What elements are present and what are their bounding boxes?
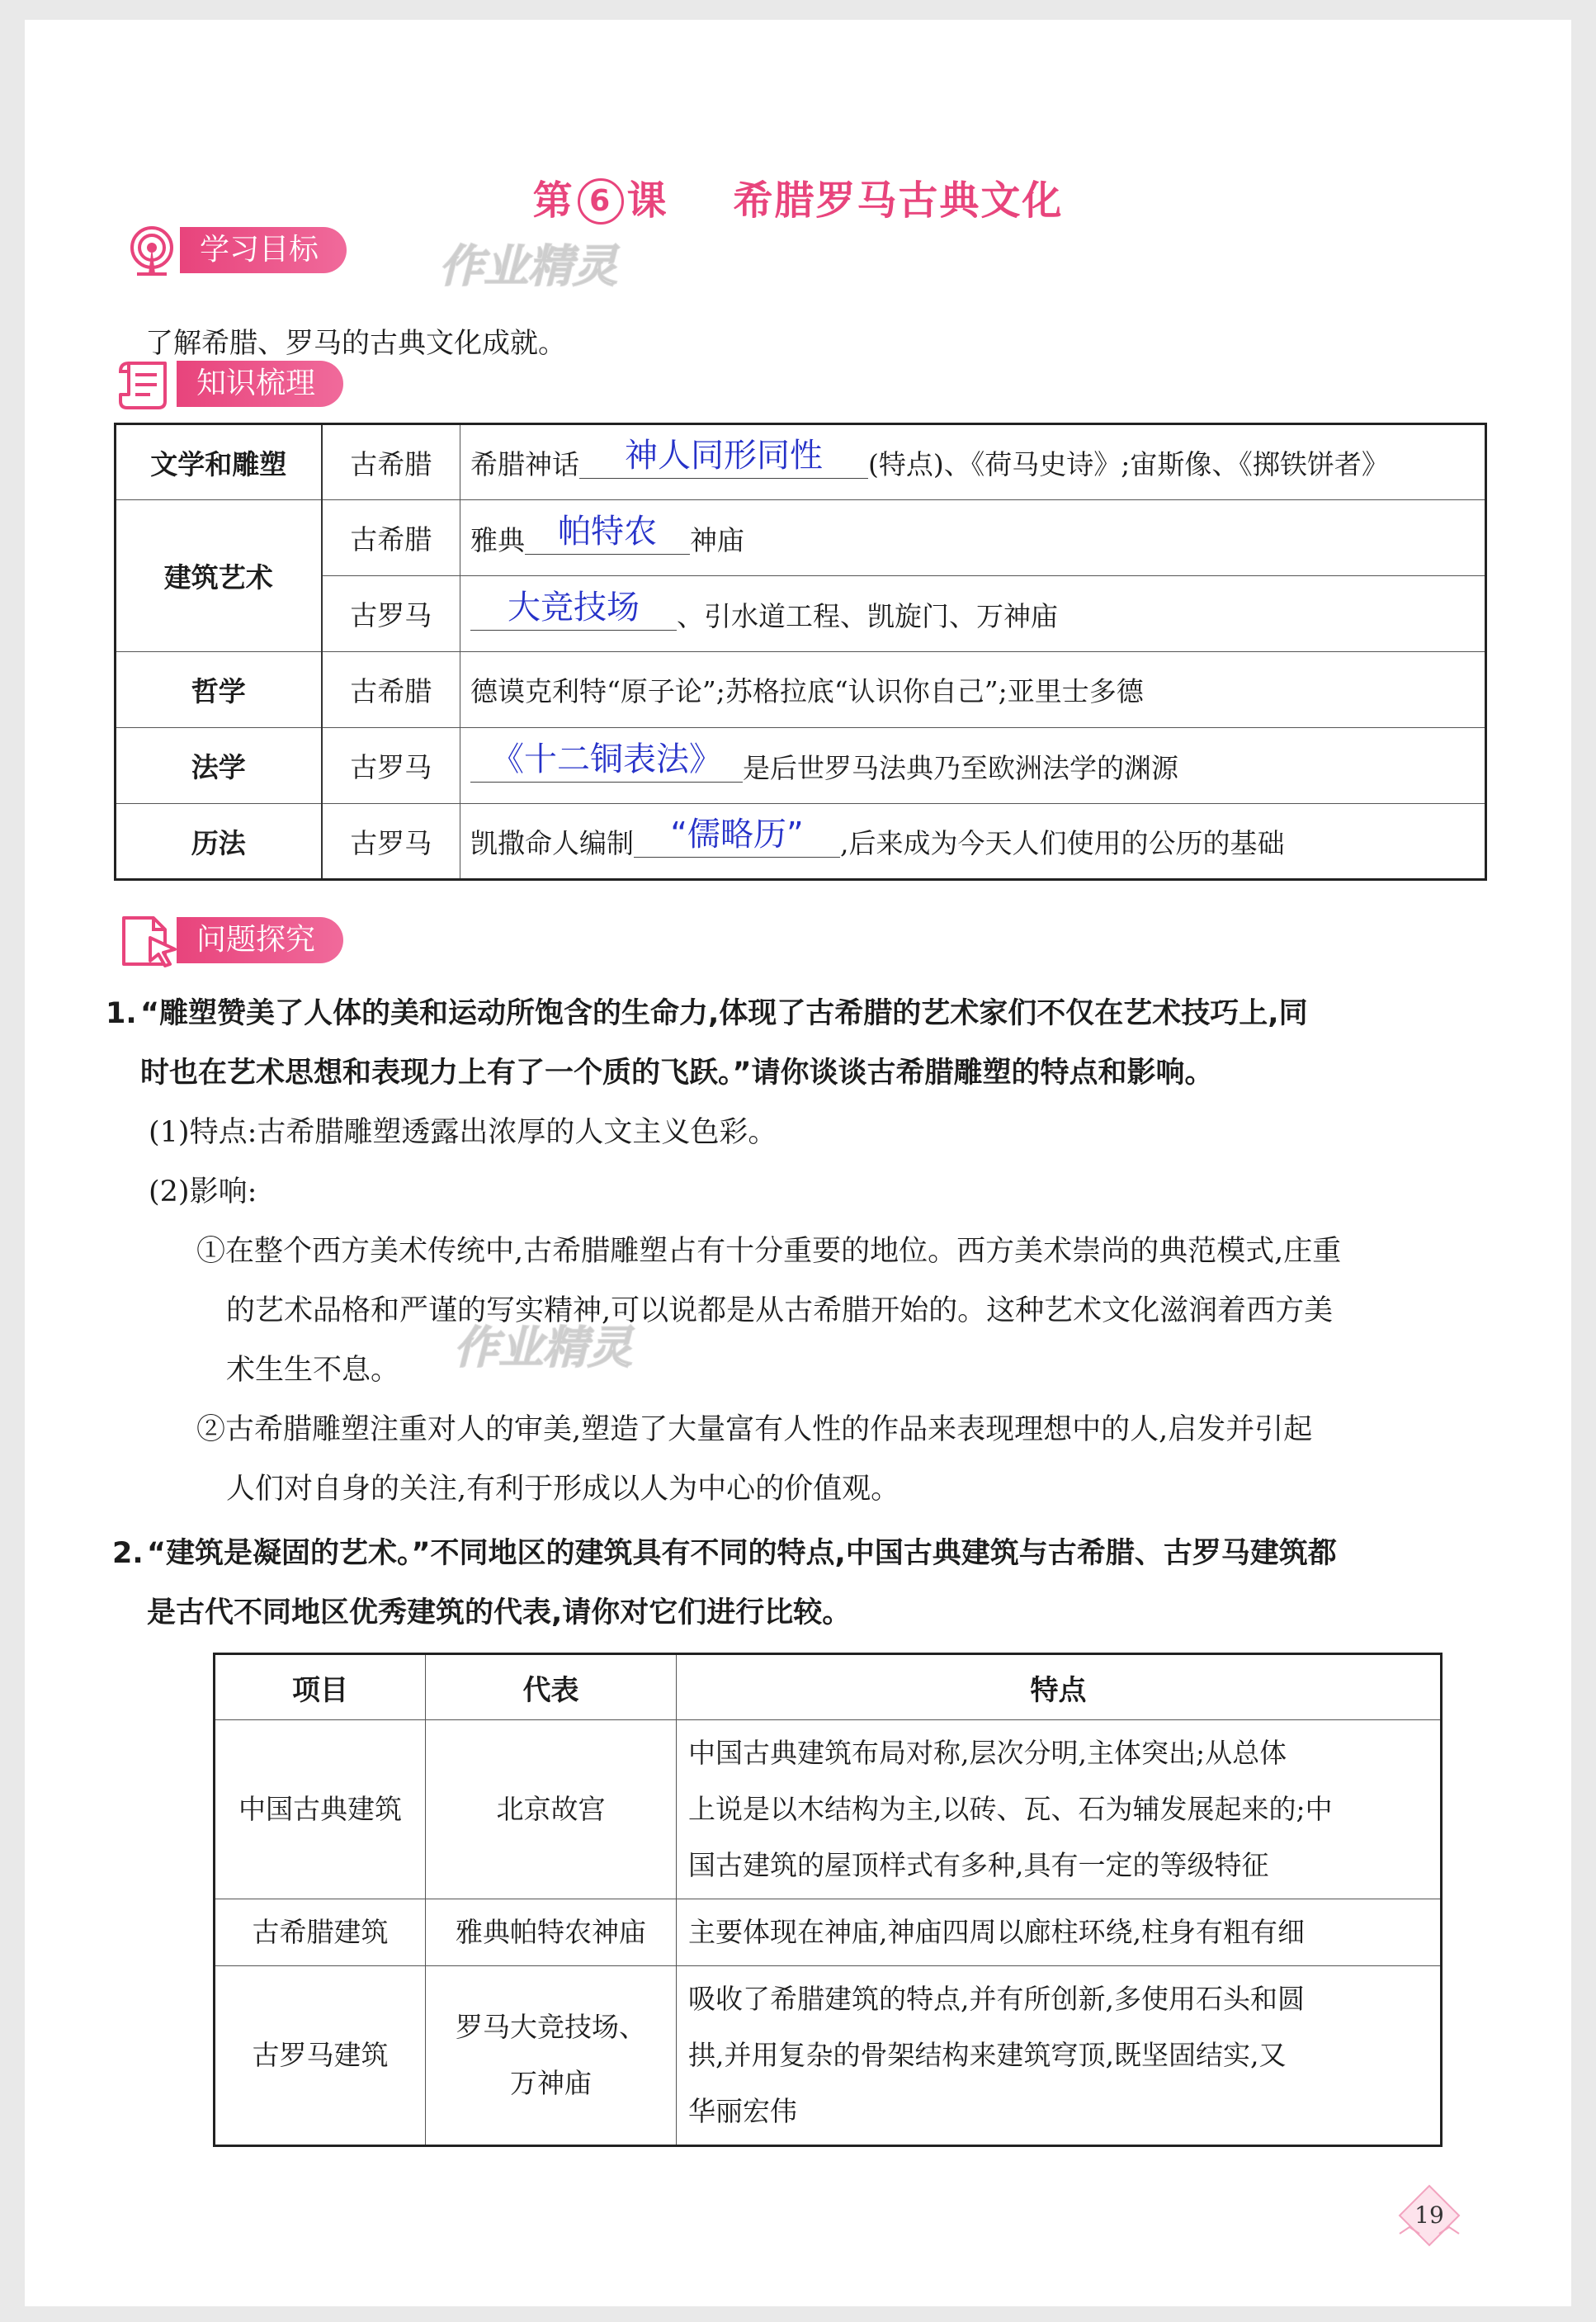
category-cell: 历法 bbox=[116, 804, 322, 880]
content-text: 神庙 bbox=[690, 523, 744, 556]
question-text-line: 是古代不同地区优秀建筑的代表,请你对它们进行比较。 bbox=[147, 1596, 852, 1629]
handwritten-answer: 帕特农 bbox=[558, 512, 657, 551]
category-cell: 文学和雕塑 bbox=[116, 424, 322, 500]
category-cell: 哲学 bbox=[116, 652, 322, 728]
column-header: 特点 bbox=[677, 1654, 1442, 1720]
question-number: 1. bbox=[106, 997, 137, 1030]
handwritten-answer: 大竞技场 bbox=[508, 588, 640, 627]
feature-cell bbox=[677, 1966, 1442, 2146]
content-text: 雅典 bbox=[470, 523, 525, 556]
content-text: 是后世罗马法典乃至欧洲法学的渊源 bbox=[743, 751, 1178, 784]
section-label: 学习目标 bbox=[180, 227, 347, 273]
item-cell: 古罗马建筑 bbox=[215, 1966, 426, 2146]
question-number: 2. bbox=[112, 1537, 144, 1570]
answer-influence-label: (2)影响: bbox=[149, 1175, 257, 1208]
table-row bbox=[215, 1720, 1442, 1899]
lesson-title bbox=[25, 168, 1571, 225]
section-objectives bbox=[120, 223, 347, 277]
target-icon bbox=[120, 223, 188, 277]
answer-line: 人们对自身的关注,有利于形成以人为中心的价值观。 bbox=[226, 1473, 900, 1506]
handwritten-answer: 神人同形同性 bbox=[625, 437, 823, 475]
answer-line: 的艺术品格和严谨的写实精神,可以说都是从古希腊开始的。这种艺术文化滋润着西方美 bbox=[226, 1294, 1334, 1327]
section-label: 问题探究 bbox=[177, 917, 343, 963]
column-header: 代表 bbox=[426, 1654, 677, 1720]
table-row bbox=[116, 576, 1486, 652]
content-text: 凯撒命人编制 bbox=[470, 827, 634, 859]
content-text: 、引水道工程、凯旋门、万神庙 bbox=[677, 599, 1058, 632]
era-cell: 古罗马 bbox=[322, 576, 460, 652]
lesson-label bbox=[533, 168, 668, 225]
representative-cell bbox=[426, 1966, 677, 2146]
question-2 bbox=[112, 1524, 1500, 1643]
content-text: (特点)、《荷马史诗》;宙斯像、《掷铁饼者》 bbox=[868, 448, 1389, 480]
era-cell: 古希腊 bbox=[322, 652, 460, 728]
item-cell: 中国古典建筑 bbox=[215, 1720, 426, 1899]
page-number: 19 bbox=[1414, 2201, 1444, 2229]
table-row bbox=[116, 652, 1486, 728]
cell-line: 华丽宏伟 bbox=[688, 2095, 797, 2127]
question-text-line: “建筑是凝固的艺术。”不同地区的建筑具有不同的特点,中国古典建筑与古希腊、古罗马建筑都 bbox=[147, 1537, 1337, 1570]
section-inquiry bbox=[117, 913, 343, 967]
objective-text: 了解希腊、罗马的古典文化成就。 bbox=[145, 327, 566, 360]
content-cell bbox=[460, 804, 1486, 880]
lesson-name: 希腊罗马古典文化 bbox=[733, 177, 1064, 224]
category-cell: 建筑艺术 bbox=[116, 500, 322, 652]
content-cell bbox=[460, 576, 1486, 652]
question-text-line: “雕塑赞美了人体的美和运动所饱含的生命力,体现了古希腊的艺术家们不仅在艺术技巧上,同 bbox=[140, 997, 1308, 1030]
cell-line: 主要体现在神庙,神庙四周以廊柱环绕,柱身有粗有细 bbox=[688, 1916, 1305, 1948]
feature-cell bbox=[677, 1899, 1442, 1966]
table-row bbox=[116, 728, 1486, 804]
scroll-icon bbox=[117, 357, 185, 411]
answer-feature: (1)特点:古希腊雕塑透露出浓厚的人文主义色彩。 bbox=[149, 1116, 777, 1149]
lesson-suffix: 课 bbox=[626, 177, 668, 224]
column-header: 项目 bbox=[215, 1654, 426, 1720]
document-cursor-icon bbox=[117, 913, 185, 967]
answer-line: ②古希腊雕塑注重对人的审美,塑造了大量富有人性的作品来表现理想中的人,启发并引起 bbox=[196, 1413, 1313, 1446]
era-cell: 古罗马 bbox=[322, 728, 460, 804]
era-cell: 古希腊 bbox=[322, 424, 460, 500]
answer-blank bbox=[470, 588, 677, 631]
representative-cell bbox=[426, 1720, 677, 1899]
cell-line: 吸收了希腊建筑的特点,并有所创新,多使用石头和圆 bbox=[688, 1983, 1305, 2015]
table-row bbox=[116, 500, 1486, 576]
content-cell bbox=[460, 500, 1486, 576]
answer-blank bbox=[634, 816, 840, 858]
table-header-row bbox=[215, 1654, 1442, 1720]
content-cell bbox=[460, 728, 1486, 804]
knowledge-table bbox=[114, 423, 1487, 881]
comparison-table bbox=[213, 1653, 1443, 2147]
content-text: 希腊神话 bbox=[470, 448, 579, 480]
cell-line: 北京故宫 bbox=[496, 1793, 606, 1825]
content-text: 德谟克利特“原子论”;苏格拉底“认识你自己”;亚里士多德 bbox=[470, 675, 1144, 707]
table-row bbox=[116, 424, 1486, 500]
handwritten-answer: “儒略历” bbox=[670, 816, 804, 854]
cell-line: 上说是以木结构为主,以砖、瓦、石为辅发展起来的;中 bbox=[688, 1793, 1333, 1825]
table-row bbox=[215, 1966, 1442, 2146]
lesson-prefix: 第 bbox=[532, 177, 574, 224]
page bbox=[25, 20, 1571, 2306]
cell-line: 罗马大竞技场、 bbox=[456, 2011, 646, 2043]
content-text: ,后来成为今天人们使用的公历的基础 bbox=[840, 827, 1285, 859]
page-number-badge bbox=[1398, 2184, 1461, 2247]
section-label: 知识梳理 bbox=[177, 361, 343, 407]
feature-cell bbox=[677, 1720, 1442, 1899]
answer-blank bbox=[579, 437, 868, 479]
watermark: 作业精灵 bbox=[439, 240, 617, 292]
cell-line: 拱,并用复杂的骨架结构来建筑穹顶,既坚固结实,又 bbox=[688, 2039, 1287, 2071]
section-knowledge bbox=[117, 357, 343, 411]
representative-cell bbox=[426, 1899, 677, 1966]
lesson-number: 6 bbox=[578, 178, 624, 225]
table-row bbox=[116, 804, 1486, 880]
handwritten-answer: 《十二铜表法》 bbox=[491, 740, 722, 778]
answer-line: ①在整个西方美术传统中,古希腊雕塑占有十分重要的地位。西方美术崇尚的典范模式,庄重 bbox=[196, 1235, 1342, 1268]
cell-line: 万神庙 bbox=[510, 2067, 592, 2099]
cell-line: 国古建筑的屋顶样式有多种,具有一定的等级特征 bbox=[688, 1849, 1269, 1881]
content-cell bbox=[460, 652, 1486, 728]
answer-blank bbox=[525, 512, 690, 555]
era-cell: 古罗马 bbox=[322, 804, 460, 880]
question-text-line: 时也在艺术思想和表现力上有了一个质的飞跃。”请你谈谈古希腊雕塑的特点和影响。 bbox=[140, 1057, 1214, 1090]
table-row bbox=[215, 1899, 1442, 1966]
answer-point-2 bbox=[196, 1400, 1312, 1519]
cell-line: 雅典帕特农神庙 bbox=[456, 1916, 646, 1948]
cell-line: 中国古典建筑布局对称,层次分明,主体突出;从总体 bbox=[688, 1737, 1287, 1769]
answer-point-1 bbox=[196, 1222, 1341, 1400]
item-cell: 古希腊建筑 bbox=[215, 1899, 426, 1966]
answer-blank bbox=[470, 740, 743, 783]
watermark: 作业精灵 bbox=[454, 1322, 632, 1374]
content-cell bbox=[460, 424, 1486, 500]
era-cell: 古希腊 bbox=[322, 500, 460, 576]
category-cell: 法学 bbox=[116, 728, 322, 804]
answer-line: 术生生不息。 bbox=[226, 1354, 400, 1387]
question-1 bbox=[106, 984, 1494, 1103]
